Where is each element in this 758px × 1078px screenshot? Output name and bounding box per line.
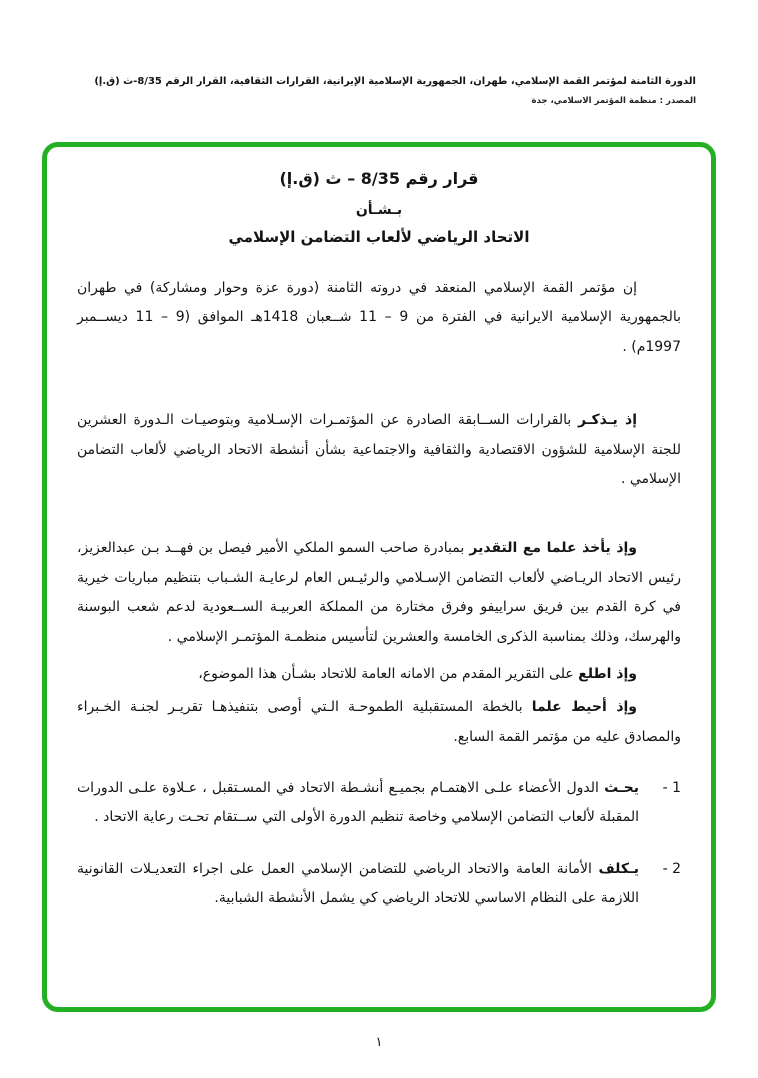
item-number: 1 -	[662, 780, 681, 797]
item-text	[77, 855, 639, 914]
resolution-subtitle: بـشـأن	[355, 202, 403, 218]
paragraph-future-plan	[77, 693, 681, 752]
paragraph-lead: وإذ أحيط علما	[531, 699, 638, 716]
resolution-frame	[42, 142, 716, 1012]
source-note: المصدر : منظمة المؤتمر الاسلامي، جدة	[531, 96, 696, 106]
paragraph-text: بالقرارات الســابقة الصادرة عن المؤتمـرات الإسـلامية وبتوصيـات الـدورة العشرين للجنة الإسلامية للشؤون الاقتصادية والثقافية والاجتماعية بشأن أنشطة الاتحاد الرياضي لألعاب التضامن الإسلامي .	[77, 412, 681, 487]
item-lead: يـكلف	[598, 860, 640, 877]
resolution-item	[77, 855, 681, 914]
paragraph-report	[77, 660, 681, 689]
paragraph-text: إن مؤتمر القمة الإسلامي المنعقد في دروته الثامنة (دورة عزة وحوار ومشاركة) في طهران بالجمهورية الإسلامية الايرانية في الفترة من 9 – 11 شــعبان 1418هـ الموافق (9 – 11 ديســمبر 1997م) .	[77, 280, 681, 355]
resolution-number-title: قرار رقم 8/35 – ث (ق.إ)	[279, 169, 479, 188]
paragraph-lead: وإذ اطلع	[578, 665, 637, 682]
item-number: 2 -	[662, 860, 681, 877]
resolution-subject: الاتحاد الرياضي لألعاب التضامن الإسلامي	[228, 228, 530, 246]
paragraph-text: بالخطة المستقبلية الطموحـة الـتي أوصى بتنفيذهـا تقريـر لجنـة الخـبراء والمصادق عليه من مؤتمر القمة السابع.	[77, 699, 681, 745]
page-number: ١	[375, 1035, 383, 1050]
item-body: الدول الأعضاء علـى الاهتمـام بجميـع أنشـطة الاتحاد في المسـتقبل ، عـلاوة علـى الدورات المقبلة لألعاب التضامن الإسلامي وخاصة تنظيم الدورة الأولى التي ســتقام تحـت رعاية الاتحاد .	[77, 780, 639, 826]
resolution-item	[77, 774, 681, 833]
paragraph-taking-note	[77, 534, 681, 652]
item-body: الأمانة العامة والاتحاد الرياضي للتضامن الإسلامي العمل على اجراء التعديـلات القانونية اللازمة على النظام الاساسي للاتحاد الرياضي كي يشمل الأنشطة الشبابية.	[77, 860, 639, 907]
paragraph-preamble	[77, 274, 681, 362]
paragraph-lead: إذ يـذكـر	[578, 412, 637, 429]
paragraph-lead: وإذ يأخذ علما مع التقدير	[469, 540, 637, 557]
item-lead: يحـث	[604, 780, 640, 797]
item-text	[77, 774, 639, 833]
paragraph-text: بمبادرة صاحب السمو الملكي الأمير فيصل بن فهــد بـن عبدالعزيز، رئيس الاتحاد الريـاضي لألعاب التضامن الإسـلامي والرئيـس العام لرعايـة الشـباب بتنظيم مباريات خيرية في كرة القدم بين فريق سراييفو وفرق مختارة من المملكة العربيـة الســعودية لدعم شعب البوسنة والهرسك، وذلك بمناسبة الذكرى الخامسة والعشرين لتأسيس منظمـة المؤتمـر الإسلامي .	[77, 540, 681, 645]
document-reference-header: الدورة الثامنة لمؤتمر القمة الإسلامي، طهران، الجمهورية الإسلامية الإيرانية، القرارات الثقافية، القرار الرقم 8/35-ث (ق.إ)	[94, 76, 696, 87]
paragraph-recalling	[77, 406, 681, 494]
paragraph-text: على التقرير المقدم من الامانه العامة للاتحاد بشـأن هذا الموضوع،	[198, 665, 574, 682]
